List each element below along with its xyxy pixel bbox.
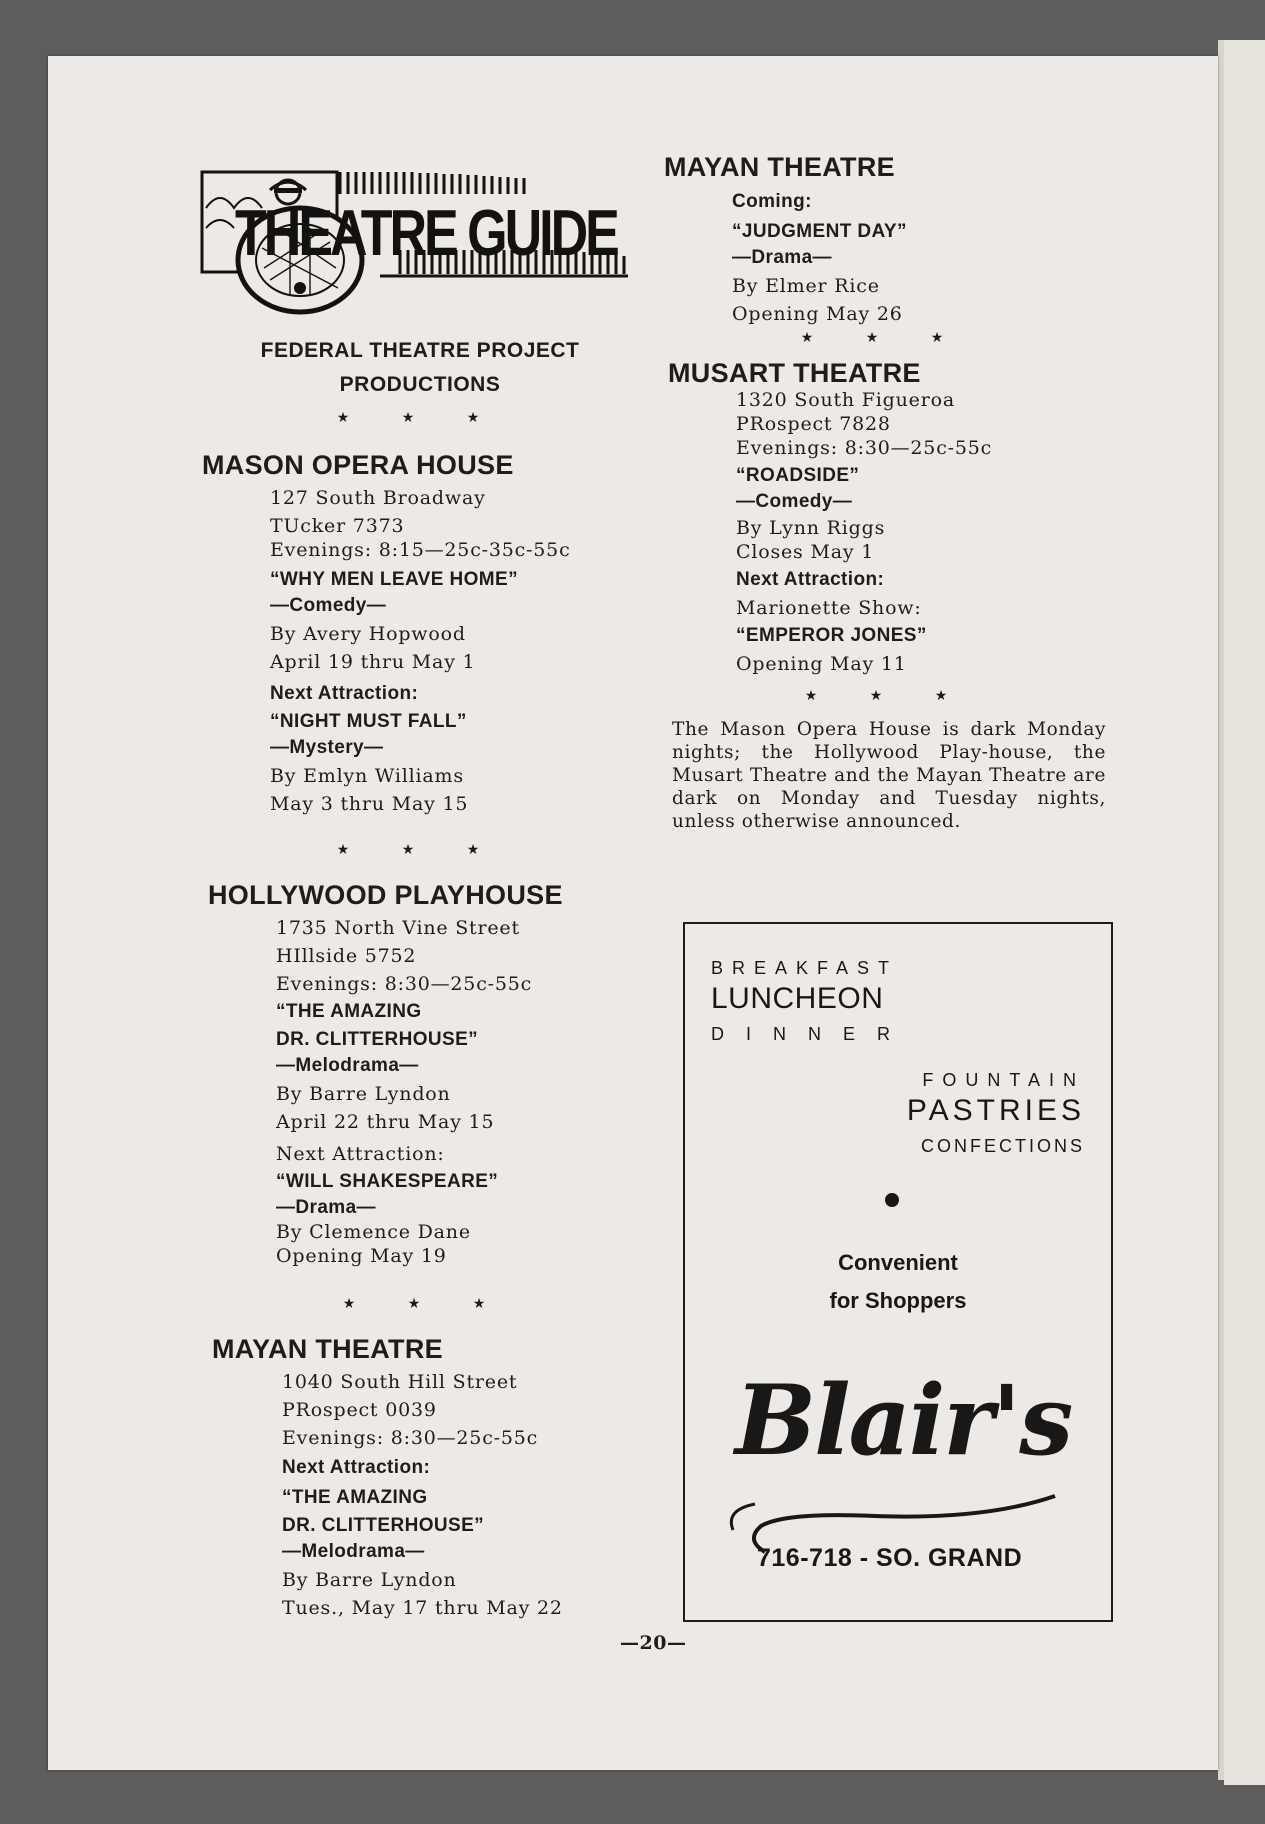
mason-opera-house-details bbox=[270, 486, 630, 818]
heading-line-2: PRODUCTIONS bbox=[339, 373, 501, 396]
ad-confections: CONFECTIONS bbox=[920, 1136, 1085, 1156]
mason-next-dates: May 3 thru May 15 bbox=[270, 793, 469, 815]
stars-divider: ★ ★ ★ bbox=[336, 410, 504, 426]
musart-next-sub: Marionette Show: bbox=[736, 597, 922, 619]
hollywood-phone: HIllside 5752 bbox=[276, 945, 417, 967]
hollywood-next-play: “WILL SHAKESPEARE” bbox=[276, 1171, 499, 1192]
dark-nights-notice: The Mason Opera House is dark Monday nights; the Hollywood Play-house, the Musart Theatre and the Mayan Theatre are dark on Monday and Tuesday nights, unless otherwise announced. bbox=[672, 719, 1106, 832]
musart-theatre-title: MUSART THEATRE bbox=[668, 358, 921, 388]
musart-next-play: “EMPEROR JONES” bbox=[736, 625, 927, 646]
ad-pastries: PASTRIES bbox=[906, 1094, 1085, 1127]
ad-breakfast: BREAKFAST bbox=[711, 958, 899, 978]
hollywood-dates: April 22 thru May 15 bbox=[276, 1111, 495, 1133]
blairs-script-logo: Blair's bbox=[735, 1364, 1072, 1477]
ad-convenient-block bbox=[685, 1244, 1111, 1320]
mayan-theatre-right-details bbox=[732, 188, 1092, 328]
mason-opera-house-title: MASON OPERA HOUSE bbox=[202, 450, 514, 480]
stars-divider: ★ ★ ★ bbox=[342, 1296, 510, 1312]
hollywood-next-author: By Clemence Dane bbox=[276, 1221, 471, 1243]
musart-dates: Closes May 1 bbox=[736, 541, 875, 563]
mayan-right-play: “JUDGMENT DAY” bbox=[732, 221, 907, 242]
musart-next-label: Next Attraction: bbox=[736, 569, 885, 590]
stars-divider: ★ ★ ★ bbox=[804, 688, 972, 704]
bullet-dot-icon bbox=[885, 1193, 899, 1207]
hollywood-address: 1735 North Vine Street bbox=[276, 917, 520, 939]
mason-dates: April 19 thru May 1 bbox=[270, 651, 476, 673]
mayan-left-dates: Tues., May 17 thru May 22 bbox=[282, 1597, 563, 1619]
mason-genre: —Comedy— bbox=[270, 595, 387, 616]
productions-heading bbox=[210, 334, 630, 402]
mason-next-play: “NIGHT MUST FALL” bbox=[270, 711, 467, 732]
next-page-edge bbox=[1224, 40, 1265, 1785]
ad-luncheon: LUNCHEON bbox=[711, 982, 884, 1015]
heading-line-1: FEDERAL THEATRE PROJECT bbox=[260, 339, 580, 362]
musart-phone: PRospect 7828 bbox=[736, 413, 891, 435]
mayan-left-next-label: Next Attraction: bbox=[282, 1457, 431, 1478]
mason-next-genre: —Mystery— bbox=[270, 737, 384, 758]
mayan-left-play-line-2: DR. CLITTERHOUSE” bbox=[282, 1515, 485, 1536]
hollywood-author: By Barre Lyndon bbox=[276, 1083, 451, 1105]
mayan-left-genre: —Melodrama— bbox=[282, 1541, 425, 1562]
mason-next-label: Next Attraction: bbox=[270, 683, 419, 704]
musart-address: 1320 South Figueroa bbox=[736, 389, 955, 411]
mason-next-author: By Emlyn Williams bbox=[270, 765, 464, 787]
ad-fountain: FOUNTAIN bbox=[922, 1070, 1085, 1090]
ad-for-shoppers: for Shoppers bbox=[829, 1288, 967, 1313]
hollywood-next-genre: —Drama— bbox=[276, 1197, 376, 1218]
mason-phone: TUcker 7373 bbox=[270, 515, 405, 537]
musart-evenings: Evenings: 8:30—25c-55c bbox=[736, 437, 993, 459]
musart-play: “ROADSIDE” bbox=[736, 465, 860, 486]
mayan-right-dates: Opening May 26 bbox=[732, 303, 903, 325]
ad-dinner: DINNER bbox=[711, 1024, 913, 1044]
mayan-theatre-right-title: MAYAN THEATRE bbox=[664, 152, 895, 182]
mayan-left-address: 1040 South Hill Street bbox=[282, 1371, 518, 1393]
mayan-right-author: By Elmer Rice bbox=[732, 275, 880, 297]
mason-evenings: Evenings: 8:15—25c-35c-55c bbox=[270, 539, 571, 561]
page-number: —20— bbox=[620, 1632, 687, 1654]
mason-play-title: “WHY MEN LEAVE HOME” bbox=[270, 569, 518, 590]
musart-genre: —Comedy— bbox=[736, 491, 853, 512]
hollywood-genre: —Melodrama— bbox=[276, 1055, 419, 1076]
theatre-guide-logo bbox=[200, 168, 630, 318]
mayan-left-phone: PRospect 0039 bbox=[282, 1399, 437, 1421]
mayan-left-author: By Barre Lyndon bbox=[282, 1569, 457, 1591]
mayan-right-genre: —Drama— bbox=[732, 247, 832, 268]
hollywood-play-line-2: DR. CLITTERHOUSE” bbox=[276, 1029, 479, 1050]
mason-address: 127 South Broadway bbox=[270, 487, 486, 509]
hollywood-evenings: Evenings: 8:30—25c-55c bbox=[276, 973, 533, 995]
hollywood-play-line-1: “THE AMAZING bbox=[276, 1001, 422, 1022]
musart-next-dates: Opening May 11 bbox=[736, 653, 907, 675]
mayan-right-coming: Coming: bbox=[732, 191, 812, 212]
hollywood-playhouse-title: HOLLYWOOD PLAYHOUSE bbox=[208, 880, 563, 910]
musart-theatre-details bbox=[736, 388, 1096, 678]
hollywood-next-label: Next Attraction: bbox=[276, 1143, 445, 1165]
mayan-theatre-left-details bbox=[282, 1370, 642, 1622]
hollywood-next-dates: Opening May 19 bbox=[276, 1245, 447, 1267]
hollywood-playhouse-details bbox=[276, 916, 636, 1268]
stars-divider: ★ ★ ★ bbox=[336, 842, 504, 858]
ad-convenient: Convenient bbox=[838, 1250, 958, 1275]
blairs-advertisement bbox=[683, 922, 1113, 1622]
mason-author: By Avery Hopwood bbox=[270, 623, 466, 645]
mayan-left-evenings: Evenings: 8:30—25c-55c bbox=[282, 1427, 539, 1449]
musart-author: By Lynn Riggs bbox=[736, 517, 886, 539]
mayan-left-play-line-1: “THE AMAZING bbox=[282, 1487, 428, 1508]
logo-wordmark: THEATRE GUIDE bbox=[235, 197, 617, 270]
stars-divider: ★ ★ ★ bbox=[800, 330, 968, 346]
mayan-theatre-left-title: MAYAN THEATRE bbox=[212, 1334, 443, 1364]
ad-address: 716-718 - SO. GRAND bbox=[757, 1544, 1023, 1572]
